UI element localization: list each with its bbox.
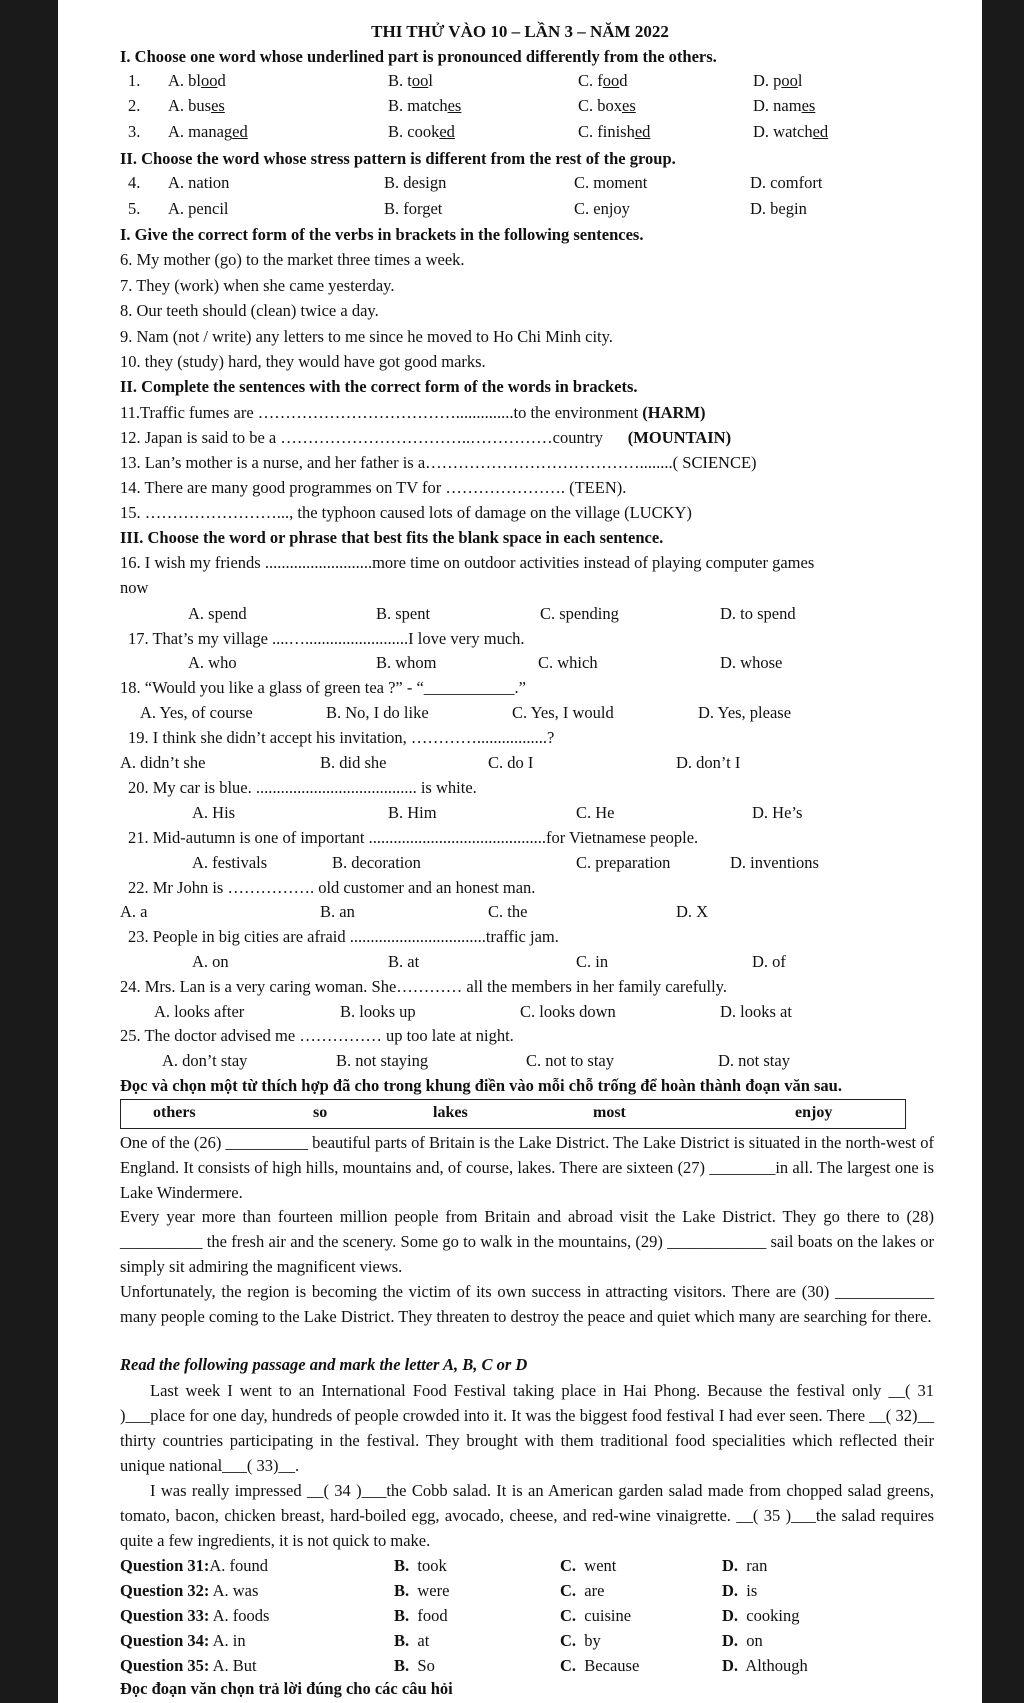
option-letter: B.: [394, 1556, 410, 1575]
question-row: [58, 1581, 982, 1603]
option-text-part: d: [217, 71, 226, 90]
option-c: C. He: [576, 803, 615, 822]
option-b: B. No, I do like: [326, 703, 429, 722]
option-a: A. found: [209, 1556, 269, 1575]
option-c: [560, 1581, 604, 1601]
question-row: [58, 1656, 982, 1678]
option-letter: D.: [722, 1656, 739, 1675]
question-6: 6. My mother (go) to the market three times a week.: [120, 250, 465, 269]
option-d: D. begin: [750, 199, 807, 218]
question-number: Question 32:: [120, 1581, 210, 1600]
option-row: [58, 652, 982, 674]
question-15: 15. ……………………..., the typhoon caused lots of damage on the village (LUCKY): [120, 503, 692, 522]
underlined-letters: es: [447, 96, 462, 115]
option-c: [578, 95, 636, 117]
option-a: A. in: [209, 1631, 246, 1650]
option-text-part: D. watch: [753, 122, 813, 141]
question-23: 23. People in big cities are afraid .................................traffic jam.: [128, 927, 559, 946]
question-number: Question 33:: [120, 1606, 210, 1625]
option-letter: B.: [394, 1581, 410, 1600]
option-letter: C.: [560, 1631, 577, 1650]
option-b: B. an: [320, 902, 355, 921]
option-text: ran: [746, 1556, 768, 1575]
option-c: [560, 1556, 616, 1576]
cloze-paragraph-3: Unfortunately, the region is becoming the victim of its own success in attracting visitors. There are (30) ____________ many people coming to the Lake District. They threaten to destroy the peace and quiet which many are searching for there.: [120, 1282, 934, 1326]
option-text: Because: [584, 1656, 640, 1675]
option-row: [58, 901, 982, 923]
option-text-part: l: [797, 71, 803, 90]
question-25: 25. The doctor advised me …………… up too late at night.: [120, 1026, 514, 1045]
option-letter: D.: [722, 1606, 739, 1625]
option-b: B. whom: [376, 653, 437, 672]
question-20: 20. My car is blue. ....................................... is white.: [128, 778, 477, 797]
option-d: [753, 95, 815, 117]
option-d: D. X: [676, 902, 709, 921]
option-row: [58, 951, 982, 973]
option-text-part: C. f: [578, 71, 603, 90]
option-c: C. not to stay: [526, 1051, 615, 1070]
option-b: [394, 1606, 448, 1626]
underlined-letters: es: [211, 96, 225, 115]
option-text: went: [584, 1556, 617, 1575]
option-a: A. looks after: [154, 1002, 245, 1021]
question-24: 24. Mrs. Lan is a very caring woman. She………… all the members in her family carefully.: [120, 977, 727, 996]
option-c: C. looks down: [520, 1002, 616, 1021]
option-d: D. to spend: [720, 604, 796, 623]
option-b: [394, 1631, 429, 1651]
question-16: 16. I wish my friends ..........................more time on outdoor activities instead of playing computer games: [120, 553, 815, 572]
question-label: [120, 1556, 268, 1576]
option-b: [394, 1656, 435, 1676]
option-d: [753, 121, 828, 143]
question-7: 7. They (work) when she came yesterday.: [120, 276, 395, 295]
option-b: B. not staying: [336, 1051, 429, 1070]
option-row: [58, 1001, 982, 1023]
question-12: 12. Japan is said to be a ……………………………..……………country (MOUNTAIN): [120, 428, 732, 447]
option-b: B. at: [388, 952, 420, 971]
question-11: 11.Traffic fumes are ………………………………..............to the environment (HARM): [120, 403, 706, 422]
option-row: [58, 802, 982, 824]
question-14: 14. There are many good programmes on TV for …………………. (TEEN).: [120, 478, 627, 497]
section2-heading: II. Choose the word whose stress pattern is different from the rest of the group.: [120, 149, 676, 168]
option-a: A. didn’t she: [120, 753, 206, 772]
option-a: A. was: [209, 1581, 259, 1600]
option-b: [388, 121, 455, 143]
option-b: B. looks up: [340, 1002, 416, 1021]
question-row: [58, 1631, 982, 1653]
option-letter: B.: [394, 1631, 410, 1650]
exam-title: THI THỬ VÀO 10 – LẦN 3 – NĂM 2022: [371, 22, 669, 41]
underlined-letters: ed: [812, 122, 829, 141]
option-c: C. spending: [540, 604, 619, 623]
option-text: cooking: [746, 1606, 800, 1625]
exam-page: [58, 0, 982, 1703]
option-d: [722, 1656, 808, 1676]
option-c: [578, 121, 650, 143]
option-c: [560, 1606, 631, 1626]
option-text-part: B. match: [388, 96, 448, 115]
option-c: C. Yes, I would: [512, 703, 614, 722]
option-a: A. festivals: [192, 853, 268, 872]
question-8: 8. Our teeth should (clean) twice a day.: [120, 301, 379, 320]
option-d: [722, 1581, 757, 1601]
option-text: by: [584, 1631, 601, 1650]
option-text-part: C. box: [578, 96, 623, 115]
word-box-item: most: [593, 1104, 626, 1121]
option-text: food: [417, 1606, 448, 1625]
option-text-part: A. bus: [168, 96, 212, 115]
option-text-part: B. t: [388, 71, 412, 90]
option-row: [58, 1050, 982, 1072]
option-row: [58, 95, 982, 117]
question-13: 13. Lan’s mother is a nurse, and her father is a…………………………………........( SCIENCE): [120, 453, 757, 472]
question-19: 19. I think she didn’t accept his invitation, ………….................?: [128, 728, 555, 747]
option-a: A. who: [188, 653, 237, 672]
question-10: 10. they (study) hard, they would have got good marks.: [120, 352, 486, 371]
option-a: A. His: [192, 803, 236, 822]
option-text: at: [417, 1631, 430, 1650]
question-9: 9. Nam (not / write) any letters to me since he moved to Ho Chi Minh city.: [120, 327, 613, 346]
option-a: [168, 95, 225, 117]
photo-right-border: [982, 0, 1024, 1703]
option-a: A. spend: [188, 604, 247, 623]
underlined-letters: oo: [781, 71, 798, 90]
option-text-part: A. bl: [168, 71, 201, 90]
option-c: C. do I: [488, 753, 534, 772]
option-d: D. looks at: [720, 1002, 792, 1021]
word-box-item: others: [153, 1104, 196, 1121]
option-b: B. did she: [320, 753, 387, 772]
option-a: A. on: [192, 952, 229, 971]
underlined-letters: es: [801, 96, 816, 115]
option-c: C. preparation: [576, 853, 671, 872]
option-text: took: [417, 1556, 447, 1575]
question-label: [120, 1606, 269, 1626]
underlined-letters: oo: [201, 71, 218, 90]
question-number: 5.: [128, 199, 141, 218]
option-b: [388, 95, 461, 117]
question-number: Question 35:: [120, 1656, 210, 1675]
option-d: D. don’t I: [676, 753, 741, 772]
word-box-item: enjoy: [795, 1104, 833, 1121]
option-c: [560, 1631, 601, 1651]
question-number: Question 34:: [120, 1631, 210, 1650]
option-text-part: d: [619, 71, 628, 90]
option-d: D. whose: [720, 653, 783, 672]
option-text: were: [417, 1581, 450, 1600]
question-continuation: now: [120, 578, 149, 597]
option-row: [58, 121, 982, 143]
option-letter: D.: [722, 1581, 739, 1600]
question-number: Question 31:: [120, 1556, 210, 1575]
question-label: [120, 1581, 258, 1601]
option-d: [722, 1606, 799, 1626]
option-text-part: B. cook: [388, 122, 440, 141]
question-row: [58, 1556, 982, 1578]
option-row: [58, 198, 982, 220]
option-row: [58, 752, 982, 774]
option-c: C. enjoy: [574, 199, 630, 218]
section4-heading: II. Complete the sentences with the correct form of the words in brackets.: [120, 377, 638, 396]
option-d: D. of: [752, 952, 786, 971]
option-letter: C.: [560, 1556, 577, 1575]
reading-paragraph-1: Last week I went to an International Food Festival taking place in Hai Phong. Because the festival only __( 31 )___place for one day, hundreds of people crowded into it. It was the biggest food festival I had ever seen. There __( 32)__ thirty countries participating in the festival. They brought with them traditional food specialities which reflected their unique national___( 33)__.: [120, 1381, 934, 1475]
underlined-letters: oo: [602, 71, 620, 90]
option-a: A. Yes, of course: [140, 703, 253, 722]
option-row: [58, 70, 982, 92]
option-text: cuisine: [584, 1606, 632, 1625]
option-text-part: l: [428, 71, 433, 90]
option-text: on: [746, 1631, 763, 1650]
underlined-letters: ed: [634, 122, 651, 141]
option-letter: D.: [722, 1556, 739, 1575]
option-b: B. spent: [376, 604, 431, 623]
option-row: [58, 702, 982, 724]
option-b: B. forget: [384, 199, 443, 218]
option-b: [388, 70, 433, 92]
question-number: 4.: [128, 173, 141, 192]
option-text-part: D. p: [753, 71, 782, 90]
option-text: Although: [745, 1656, 808, 1675]
section1-heading: I. Choose one word whose underlined part is pronounced differently from the others.: [120, 47, 717, 66]
option-c: [578, 70, 628, 92]
underlined-letters: ed: [439, 122, 455, 141]
underlined-letters: ed: [232, 122, 248, 141]
cloze-paragraph-1: One of the (26) __________ beautiful parts of Britain is the Lake District. The Lake District is situated in the north-west of England. It consists of high hills, mountains and, of course, lakes. There are sixteen (27) ________in all. The largest one is Lake Windermere.: [120, 1133, 934, 1202]
section7-heading: Read the following passage and mark the letter A, B, C or D: [120, 1355, 528, 1374]
option-a: A. a: [120, 902, 148, 921]
option-c: [560, 1656, 639, 1676]
option-a: A. foods: [209, 1606, 270, 1625]
underlined-letters: es: [622, 96, 636, 115]
question-18: 18. “Would you like a glass of green tea ?” - “___________.”: [120, 678, 527, 697]
option-c: C. in: [576, 952, 609, 971]
option-text-part: D. nam: [753, 96, 802, 115]
question-row: [58, 1606, 982, 1628]
question-22: 22. Mr John is ……………. old customer and an honest man.: [128, 878, 536, 897]
option-b: B. Him: [388, 803, 437, 822]
option-a: [168, 121, 248, 143]
option-c: C. which: [538, 653, 598, 672]
option-text: are: [584, 1581, 605, 1600]
cloze-paragraph-2: Every year more than fourteen million people from Britain and abroad visit the Lake District. They go there to (28) __________ the fresh air and the scenery. Some go to walk in the mountains, (29) ____________ sail boats on the lakes or simply sit admiring the magnificent views.: [120, 1207, 934, 1276]
option-a: A. pencil: [168, 199, 229, 218]
option-letter: D.: [722, 1631, 739, 1650]
option-text: is: [746, 1581, 758, 1600]
section3-heading: I. Give the correct form of the verbs in brackets in the following sentences.: [120, 225, 644, 244]
option-text-part: A. manag: [168, 122, 233, 141]
option-c: C. the: [488, 902, 528, 921]
option-row: [58, 852, 982, 874]
option-d: D. inventions: [730, 853, 819, 872]
underlined-letters: oo: [411, 71, 429, 90]
option-d: [753, 70, 803, 92]
option-text: So: [417, 1656, 435, 1675]
word-box-item: lakes: [433, 1104, 468, 1121]
question-label: [120, 1656, 257, 1676]
question-21: 21. Mid-autumn is one of important ...........................................for Vietnamese people.: [128, 828, 699, 847]
question-number: 2.: [128, 96, 141, 115]
option-letter: B.: [394, 1606, 410, 1625]
word-box-item: so: [313, 1104, 328, 1121]
option-a: A. don’t stay: [162, 1051, 248, 1070]
option-c: C. moment: [574, 173, 648, 192]
section5-heading: III. Choose the word or phrase that best fits the blank space in each sentence.: [120, 528, 664, 547]
option-d: D. Yes, please: [698, 703, 792, 722]
reading-paragraph-2: I was really impressed __( 34 )___the Cobb salad. It is an American garden salad made from chopped salad greens, tomato, bacon, chicken breast, hard-boiled egg, avocado, cheese, and red-wine vinaigrette. __( 35 )___the salad requires quite a few ingredients, it is not quick to make.: [120, 1481, 934, 1550]
section6-heading: Đọc và chọn một từ thích hợp đã cho trong khung điền vào mỗi chỗ trống để hoàn thành đoạn văn sau.: [120, 1076, 842, 1095]
option-b: B. decoration: [332, 853, 421, 872]
option-letter: C.: [560, 1656, 577, 1675]
option-row: [58, 603, 982, 625]
option-d: [722, 1556, 767, 1576]
option-a: A. nation: [168, 173, 230, 192]
option-letter: C.: [560, 1581, 577, 1600]
option-text-part: C. finish: [578, 122, 635, 141]
question-number: 3.: [128, 122, 141, 141]
option-a: [168, 70, 226, 92]
option-a: A. But: [209, 1656, 257, 1675]
question-number: 1.: [128, 71, 141, 90]
option-d: D. not stay: [718, 1051, 790, 1070]
footer-heading: Đọc đoạn văn chọn trả lời đúng cho các câu hỏi: [120, 1679, 453, 1698]
question-17: 17. That’s my village ....….........................I love very much.: [128, 629, 525, 648]
word-box: [120, 1099, 906, 1129]
option-b: [394, 1581, 449, 1601]
option-b: B. design: [384, 173, 447, 192]
option-d: D. comfort: [750, 173, 823, 192]
option-b: [394, 1556, 447, 1576]
option-d: D. He’s: [752, 803, 803, 822]
question-label: [120, 1631, 246, 1651]
option-letter: B.: [394, 1656, 410, 1675]
photo-left-border: [0, 0, 58, 1703]
option-row: [58, 172, 982, 194]
option-d: [722, 1631, 763, 1651]
option-letter: C.: [560, 1606, 577, 1625]
